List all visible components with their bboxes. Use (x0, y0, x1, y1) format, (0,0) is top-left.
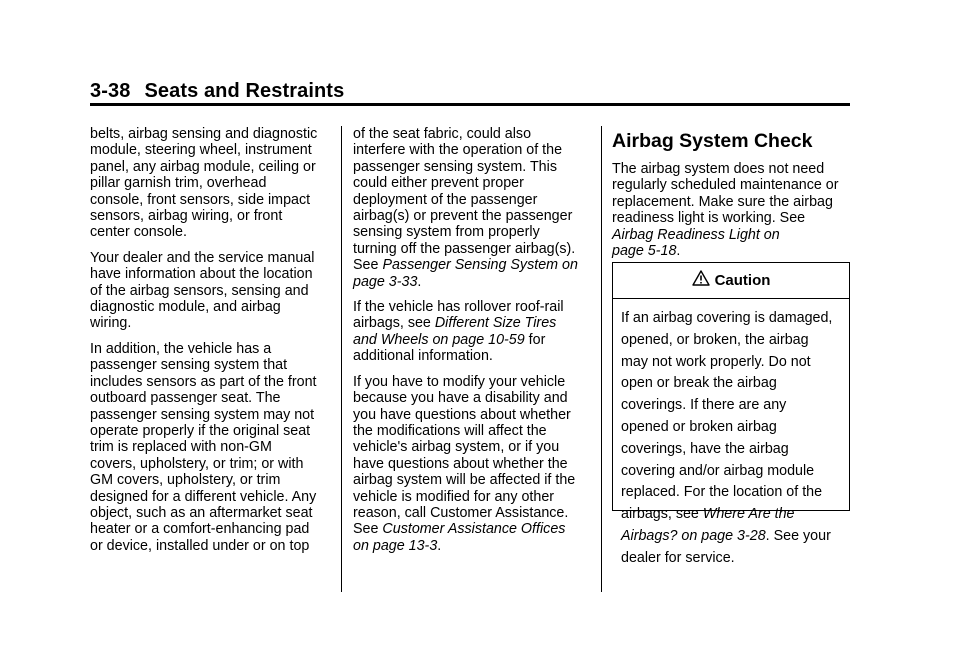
text-line: operate properly if the original seat (90, 422, 311, 439)
text-line: additional information. (353, 348, 493, 365)
text-line: because you have a disability and (353, 390, 568, 407)
text-line: sensors, airbag wiring, or front (90, 208, 283, 225)
text-line: designed for a different vehicle. Any (90, 488, 317, 505)
text-line (353, 521, 593, 537)
page-number: 3-38 (90, 80, 131, 102)
text-line: covers, upholstery, or trim; or with (90, 455, 304, 472)
text-line: trim is replaced with non-GM (90, 439, 272, 456)
text-line: passenger sensing system that (90, 357, 288, 374)
text-line: If an airbag covering is damaged, (621, 310, 833, 326)
cross-reference-link[interactable]: page 3-33 (353, 273, 418, 290)
paragraph (612, 161, 852, 259)
text-line: replacement. Make sure the airbag (612, 193, 833, 210)
column-2 (353, 126, 593, 563)
cross-reference-link[interactable]: Different Size Tires (434, 315, 557, 332)
paragraph (90, 250, 330, 332)
text-line (621, 526, 841, 548)
header-rule (90, 103, 850, 106)
text-line: module, steering wheel, instrument (90, 142, 312, 159)
inline-text: . See your (765, 527, 831, 544)
text-line: belts, airbag sensing and diagnostic (90, 126, 318, 142)
text-line: center console. (90, 224, 187, 241)
text-line: diagnostic module, and airbag (90, 299, 281, 316)
text-line: opened or broken airbag (621, 418, 777, 435)
text-line: turning off the passenger airbag(s). (353, 240, 576, 257)
text-line: wiring. (90, 315, 132, 332)
text-line: airbag(s) or prevent the passenger (353, 208, 573, 225)
cross-reference-link[interactable]: Where Are the (702, 506, 795, 523)
text-line: readiness light is working. See (612, 210, 806, 227)
text-line: coverings, have the airbag (621, 440, 789, 457)
see-text: See (353, 257, 379, 274)
caution-box (612, 262, 850, 566)
text-line: passenger sensing system. This (353, 158, 557, 175)
caution-label: Caution (714, 272, 771, 289)
text-line: panel, any airbag module, ceiling or (90, 158, 316, 175)
section-title: Seats and Restraints (144, 80, 345, 102)
text-line: may not work properly. Do not (621, 353, 811, 370)
column-divider (341, 126, 342, 592)
text-line: deployment of the passenger (353, 191, 538, 208)
text-line: includes sensors as part of the front (90, 373, 317, 390)
text-line: or device, installed under or on top (90, 537, 310, 554)
paragraph (90, 341, 330, 554)
text-line: dealer for service. (621, 549, 735, 566)
text-line: replaced. For the location of the (621, 484, 823, 501)
text-line: Your dealer and the service manual (90, 249, 315, 266)
caution-body (613, 299, 849, 570)
punctuation: . (437, 537, 442, 554)
text-line: interfere with the operation of the (353, 142, 563, 159)
text-line: coverings. If there are any (621, 397, 787, 414)
text-line: GM covers, upholstery, or trim (90, 472, 281, 489)
text-line: have questions about whether the (353, 455, 568, 472)
text-line: pillar garnish trim, overhead (90, 175, 267, 192)
text-line (621, 504, 841, 526)
text-line (353, 538, 593, 554)
column-divider (601, 126, 602, 592)
paragraph (353, 126, 593, 290)
paragraph (353, 299, 593, 365)
inline-text: airbags, see (621, 506, 703, 523)
inline-text: airbags, see (353, 315, 435, 332)
text-line: regularly scheduled maintenance or (612, 177, 839, 194)
text-line: In addition, the vehicle has a (90, 340, 272, 357)
text-line: the modifications will affect the (353, 422, 547, 439)
text-line: The airbag system does not need (612, 161, 825, 177)
text-line (353, 274, 593, 290)
text-line: passenger sensing system may not (90, 406, 315, 423)
text-line: object, such as an aftermarket seat (90, 504, 313, 521)
cross-reference-link[interactable]: page 5-18 (612, 243, 677, 260)
text-line: could either prevent proper (353, 175, 524, 192)
text-line: of the seat fabric, could also (353, 126, 532, 142)
text-line: you have questions about whether (353, 406, 571, 423)
text-line: airbag system will be affected if the (353, 472, 576, 489)
text-line (612, 243, 852, 259)
text-line: If the vehicle has rollover roof-rail (353, 299, 564, 316)
punctuation: . (417, 273, 422, 290)
inline-text: for (524, 331, 546, 348)
text-line: vehicle is modified for any other (353, 488, 555, 505)
cross-reference-link[interactable]: Airbags? on page 3-28 (621, 527, 766, 544)
text-line: open or break the airbag (621, 375, 777, 392)
text-line: opened, or broken, the airbag (621, 331, 809, 348)
text-line: sensing system from properly (353, 224, 540, 241)
text-line (353, 257, 593, 273)
see-text: See (353, 521, 383, 538)
text-line: have information about the location (90, 266, 313, 283)
text-line: of the airbag sensors, sensing and (90, 282, 309, 299)
text-line: reason, call Customer Assistance. (353, 504, 569, 521)
punctuation: . (676, 243, 681, 260)
paragraph (353, 374, 593, 554)
text-line (353, 332, 593, 348)
cross-reference-link[interactable]: Passenger Sensing System on (382, 257, 578, 274)
warning-triangle-icon (692, 270, 710, 286)
text-line: vehicle's airbag system, or if you (353, 439, 560, 456)
cross-reference-link[interactable]: and Wheels on page 10-59 (353, 331, 525, 348)
cross-reference-link[interactable]: on page 13-3 (353, 537, 438, 554)
cross-reference-link[interactable]: Airbag Readiness Light on (612, 226, 780, 243)
text-line: If you have to modify your vehicle (353, 373, 566, 390)
text-line: console, front sensors, side impact (90, 191, 311, 208)
column-1 (90, 126, 330, 563)
text-line: covering and/or airbag module (621, 462, 815, 479)
cross-reference-link[interactable]: Customer Assistance Offices (382, 521, 566, 538)
text-line: outboard passenger seat. The (90, 390, 281, 407)
text-line (353, 315, 593, 331)
text-line: heater or a comfort-enhancing pad (90, 521, 310, 538)
page-header (90, 80, 344, 103)
section-heading: Airbag System Check (612, 130, 813, 152)
column-3 (612, 126, 852, 268)
paragraph (90, 126, 330, 241)
caution-header (613, 263, 849, 299)
